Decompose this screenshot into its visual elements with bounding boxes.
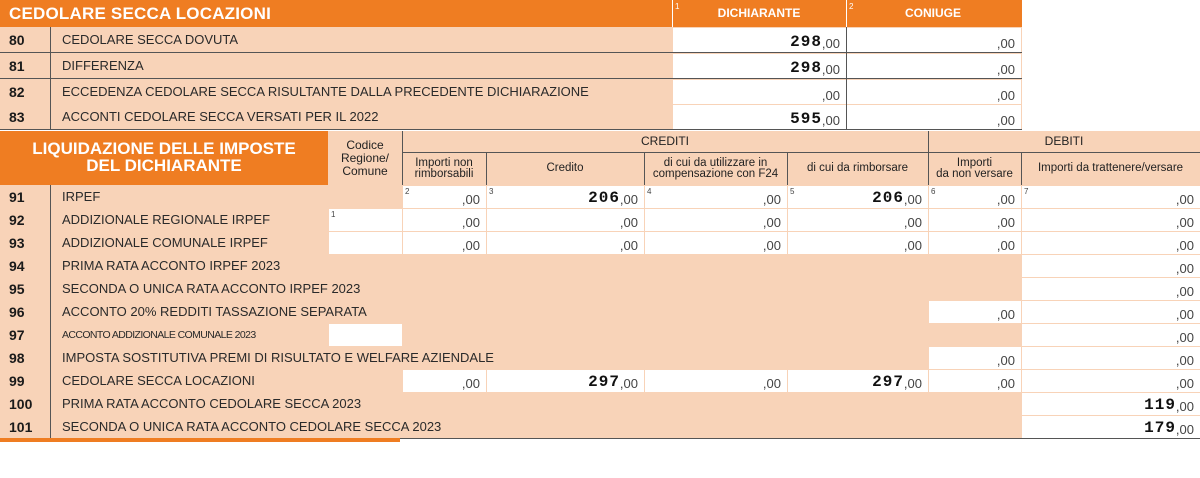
amount-decimals: ,00 [996,113,1015,128]
non-versare-input[interactable] [929,186,1021,208]
amount-integer: 179 [1144,419,1176,437]
section2-title-line2: DEL DICHIARANTE [86,156,242,175]
divider [402,131,403,185]
amount-decimals: ,00 [619,215,638,230]
amount-integer: 297 [872,373,904,391]
amount-decimals: ,00 [903,376,922,391]
coniuge-input[interactable] [847,80,1021,104]
crediti-header: CREDITI [402,131,928,152]
divider [50,104,51,129]
trattenere-input[interactable] [1022,324,1200,346]
row-number: 96 [9,303,25,320]
codice-input[interactable] [329,324,402,346]
divider [644,152,645,185]
amount-decimals: ,00 [821,88,840,103]
coniuge-input[interactable] [847,54,1021,78]
amount-decimals: ,00 [996,215,1015,230]
divider [486,152,487,185]
amount-integer: 119 [1144,396,1176,414]
amount-decimals: ,00 [903,215,922,230]
amount-decimals: ,00 [821,113,840,128]
amount-decimals: ,00 [996,376,1015,391]
divider [402,152,1200,153]
divider [50,277,51,300]
col-trattenere: Importi da trattenere/versare [1021,152,1200,185]
amount-decimals: ,00 [903,192,922,207]
amount-input-c4[interactable] [645,232,787,254]
row-number: 81 [9,57,25,74]
divider [846,104,847,129]
amount-decimals: ,00 [1175,192,1194,207]
col-non-versare [928,152,1021,185]
trattenere-input[interactable] [1022,347,1200,369]
amount-decimals: ,00 [762,376,781,391]
dichiarante-input[interactable] [673,80,846,104]
amount-decimals: ,00 [821,62,840,77]
codice-input[interactable] [329,232,402,254]
col-index: 4 [647,187,652,196]
row-number: 83 [9,108,25,125]
amount-input-c3[interactable] [487,232,644,254]
row-number: 101 [9,418,33,435]
col-utilizzare-line2: compensazione con F24 [652,167,779,180]
amount-decimals: ,00 [1175,376,1194,391]
trattenere-input[interactable] [1022,278,1200,300]
amount-decimals: ,00 [996,36,1015,51]
amount-integer: 206 [872,189,904,207]
col-coniuge-label: CONIUGE [904,6,961,20]
amount-input-c2[interactable] [403,370,486,392]
row-number: 82 [9,83,25,100]
col-index: 5 [790,187,795,196]
amount-integer: 206 [588,189,620,207]
non-versare-input[interactable] [929,301,1021,323]
col-rimborsare: di cui da rimborsare [787,152,928,185]
section2-title-line1: LIQUIDAZIONE DELLE IMPOSTE [32,139,296,158]
trattenere-input[interactable] [1022,301,1200,323]
amount-input-c5[interactable] [788,232,928,254]
non-versare-input[interactable] [929,232,1021,254]
col-index: 3 [489,187,494,196]
amount-decimals: ,00 [1175,261,1194,276]
col-index: 7 [1024,187,1029,196]
col-index: 2 [405,187,410,196]
row-number: 100 [9,395,33,412]
debiti-header: DEBITI [928,131,1200,152]
amount-decimals: ,00 [762,192,781,207]
trattenere-input[interactable] [1022,255,1200,277]
amount-decimals: ,00 [1175,284,1194,299]
divider [0,129,1022,130]
col-index: 6 [931,187,936,196]
divider [50,79,51,104]
row-label: CEDOLARE SECCA LOCAZIONI [62,373,255,388]
divider [50,185,51,208]
amount-decimals: ,00 [996,353,1015,368]
trattenere-input[interactable] [1022,370,1200,392]
row-number: 99 [9,372,25,389]
divider [50,300,51,323]
row-label: SECONDA O UNICA RATA ACCONTO CEDOLARE SECCA 2023 [62,419,442,434]
col-index: 1 [331,210,336,219]
row-number: 92 [9,211,25,228]
divider [846,53,847,78]
amount-input-c3[interactable] [487,370,644,392]
amount-decimals: ,00 [461,215,480,230]
divider [928,131,929,185]
col-non-versare-line1: Importi [956,156,993,169]
amount-decimals: ,00 [1175,238,1194,253]
non-versare-input[interactable] [929,370,1021,392]
divider [50,369,51,392]
divider [50,27,51,52]
codice-line2: Regione/ [340,150,390,165]
amount-input-c3[interactable] [487,209,644,231]
row-label: ACCONTI CEDOLARE SECCA VERSATI PER IL 2022 [62,109,379,124]
row-label: IMPOSTA SOSTITUTIVA PREMI DI RISULTATO E WELFARE AZIENDALE [62,350,494,365]
divider [50,392,51,415]
row-number: 95 [9,280,25,297]
col-importi-non-rimborsabili [402,152,486,185]
coniuge-input[interactable] [847,105,1021,129]
amount-decimals: ,00 [996,192,1015,207]
amount-integer: 298 [790,33,822,51]
divider [846,27,847,52]
dichiarante-input[interactable] [673,28,846,52]
divider [50,346,51,369]
col-importi-non-line1: Importi non [415,156,473,169]
row-label: IRPEF [62,189,101,204]
row-label: PRIMA RATA ACCONTO CEDOLARE SECCA 2023 [62,396,362,411]
divider [50,208,51,231]
divider [50,254,51,277]
trattenere-input[interactable] [1022,416,1200,438]
amount-input-c4[interactable] [645,370,787,392]
amount-input-c2[interactable] [403,209,486,231]
bottom-edge [0,438,400,442]
row-number: 97 [9,326,25,343]
trattenere-input[interactable] [1022,209,1200,231]
amount-decimals: ,00 [1175,215,1194,230]
row-label: ACCONTO ADDIZIONALE COMUNALE 2023 [62,328,256,341]
amount-decimals: ,00 [1175,330,1194,345]
divider [1021,152,1022,185]
trattenere-input[interactable] [1022,186,1200,208]
amount-decimals: ,00 [1175,307,1194,322]
amount-integer: 298 [790,59,822,77]
amount-input-c4[interactable] [645,186,787,208]
divider [50,415,51,438]
row-number: 93 [9,234,25,251]
codice-line3: Comune [342,163,388,178]
amount-decimals: ,00 [996,62,1015,77]
row-number: 98 [9,349,25,366]
amount-decimals: ,00 [1175,399,1194,414]
amount-decimals: ,00 [821,36,840,51]
amount-input-c5[interactable] [788,209,928,231]
row-label: DIFFERENZA [62,58,144,73]
amount-decimals: ,00 [903,238,922,253]
divider [50,323,51,346]
coniuge-input[interactable] [847,28,1021,52]
row-label: SECONDA O UNICA RATA ACCONTO IRPEF 2023 [62,281,361,296]
row-label: ADDIZIONALE COMUNALE IRPEF [62,235,268,250]
divider [50,53,51,78]
col-index: 2 [849,2,854,11]
col-utilizzare-line1: di cui da utilizzare in [663,156,768,169]
row-label: ECCEDENZA CEDOLARE SECCA RISULTANTE DALLA PRECEDENTE DICHIARAZIONE [62,84,589,99]
row-number: 91 [9,188,25,205]
amount-decimals: ,00 [461,238,480,253]
divider [846,79,847,104]
amount-decimals: ,00 [461,192,480,207]
section2-title [0,140,328,174]
amount-decimals: ,00 [762,215,781,230]
row-number: 80 [9,31,25,48]
amount-decimals: ,00 [1175,353,1194,368]
amount-input-c3[interactable] [487,186,644,208]
amount-decimals: ,00 [996,307,1015,322]
divider [787,152,788,185]
amount-decimals: ,00 [619,238,638,253]
amount-input-c4[interactable] [645,209,787,231]
codice-header [328,131,402,185]
col-index: 1 [675,2,680,11]
amount-decimals: ,00 [619,192,638,207]
dichiarante-input[interactable] [673,54,846,78]
section1-title: CEDOLARE SECCA LOCAZIONI [9,3,272,23]
codice-line1: Codice [346,137,384,152]
amount-decimals: ,00 [996,88,1015,103]
amount-input-c5[interactable] [788,186,928,208]
col-credito: Credito [486,152,644,185]
trattenere-input[interactable] [1022,393,1200,415]
non-versare-input[interactable] [929,209,1021,231]
amount-decimals: ,00 [996,238,1015,253]
amount-decimals: ,00 [762,238,781,253]
codice-input[interactable] [329,209,402,231]
amount-decimals: ,00 [461,376,480,391]
row-number: 94 [9,257,25,274]
row-label: ADDIZIONALE REGIONALE IRPEF [62,212,271,227]
row-label: ACCONTO 20% REDDITI TASSAZIONE SEPARATA [62,304,367,319]
trattenere-input[interactable] [1022,232,1200,254]
col-utilizzare [644,152,787,185]
amount-integer: 297 [588,373,620,391]
non-versare-input[interactable] [929,347,1021,369]
amount-input-c2[interactable] [403,232,486,254]
amount-decimals: ,00 [1175,422,1194,437]
dichiarante-input[interactable] [673,105,846,129]
divider [50,231,51,254]
row-label: PRIMA RATA ACCONTO IRPEF 2023 [62,258,281,273]
amount-integer: 595 [790,110,822,128]
amount-input-c2[interactable] [403,186,486,208]
col-dichiarante-label: DICHIARANTE [717,6,801,20]
amount-decimals: ,00 [619,376,638,391]
amount-input-c5[interactable] [788,370,928,392]
row-label: CEDOLARE SECCA DOVUTA [62,32,239,47]
col-non-versare-line2: da non versare [936,167,1013,180]
col-importi-non-line2: rimborsabili [414,167,474,180]
